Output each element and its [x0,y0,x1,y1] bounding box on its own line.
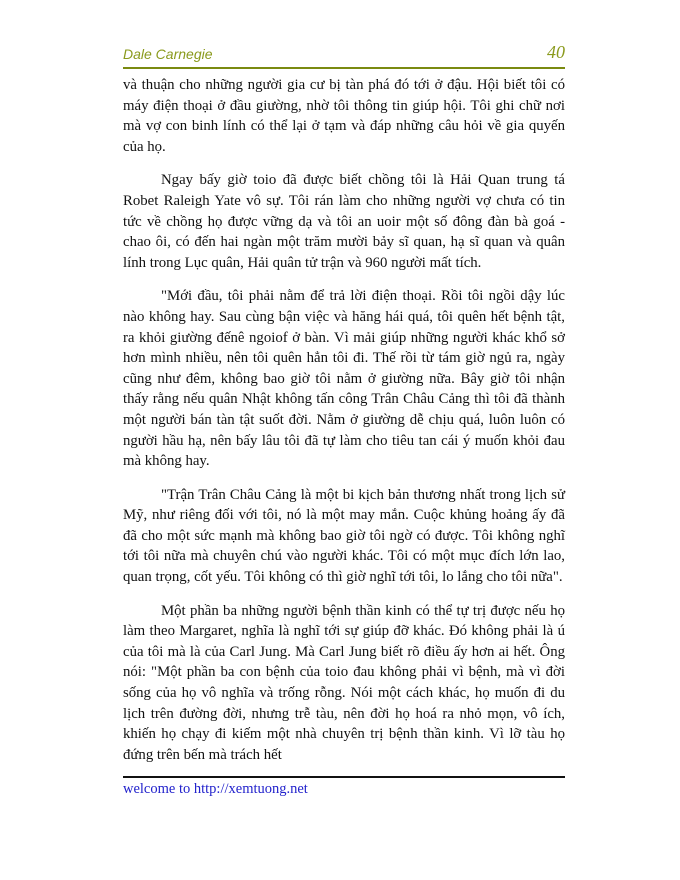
page-number: 40 [547,42,565,62]
running-header-author: Dale Carnegie [123,46,213,62]
paragraph: "Mới đầu, tôi phải nằm để trả lời điện thoại. Rồi tôi ngồi dậy lúc nào không hay. Sau cùng bận việc và hăng hái quá, tôi quên hết bệnh tật, ra khỏi giường đếnê ngoiof ở bàn. Vì mải giúp những người khác khổ sở hơn mình nhiều, nên tôi quên hẳn tôi đi. Thế rồi từ tám giờ ngủ ra, ngày cũng như đêm, không bao giờ tôi nằm ở giường nữa. Bây giờ tôi nhận thấy rằng nếu quân Nhật không tấn công Trân Châu Cảng thì tôi đã thành một người bán tàn tật suốt đời. Nằm ở giường dễ chịu quá, luôn luôn có người hầu hạ, nên bấy lâu tôi đã tự làm cho tiêu tan cái ý muốn khỏi đau mà không hay. [123,288,565,470]
page-header [123,42,565,66]
header-divider [123,67,565,69]
footer-link[interactable]: welcome to http://xemtuong.net [123,781,308,797]
paragraph: Ngay bấy giờ toio đã được biết chồng tôi là Hải Quan trung tá Robet Raleigh Yate vô sự. Tôi rán làm cho những người vợ chưa có tin tức về chồng họ được vững dạ và tôi an uoir một số đông đàn bà goá - chao ôi, có đến hai ngàn một trăm mười bảy sĩ quan, hạ sĩ quan và quân lính trong Lục quân, Hải quân tử trận và 960 người mất tích. [123,172,565,271]
page-body [123,75,565,778]
paragraph: và thuận cho những người gia cư bị tàn phá đó tới ở đậu. Hội biết tôi có máy điện thoại ở đầu giường, nhờ tôi thông tin giúp hội. Tôi ghi chữ nơi mà vợ con binh lính có thể lại ở tạm và đáp những câu hỏi về gia quyến của họ. [123,77,565,155]
footer-divider [123,776,565,778]
paragraph: "Trận Trân Châu Cảng là một bi kịch bản thương nhất trong lịch sử Mỹ, như riêng đối với tôi, nó là một may mắn. Cuộc khủng hoảng ấy đã đã cho một sức mạnh mà không bao giờ tôi ngờ có được. Tôi không nghĩ tới tôi nữa mà chuyên chú vào người khác. Tôi có một mục đích lớn lao, quan trọng, cốt yếu. Tôi không có thì giờ nghĩ tới tôi, lo lắng cho tôi nữa". [123,486,565,586]
paragraph: Một phần ba những người bệnh thần kinh có thể tự trị được nếu họ làm theo Margaret, nghĩa là nghĩ tới sự giúp đỡ khác. Đó không phải là ú của tôi mà là của Carl Jung. Mà Carl Jung biết rõ điều ấy hơn ai hết. Ông nói: "Một phần ba con bệnh của toio đau không phải vì bệnh, mà vì đời sống của họ vô nghĩa và trống rỗng. Nói một cách khác, họ muốn đi du lịch trên đường đời, nhưng trễ tàu, nên đời họ hoá ra nhỏ mọn, vô ích, khiến họ chạy đi kiếm một nhà chuyên trị bệnh thần kinh. Vì lỡ tàu họ đứng trên bến mà trách hết [123,602,565,763]
